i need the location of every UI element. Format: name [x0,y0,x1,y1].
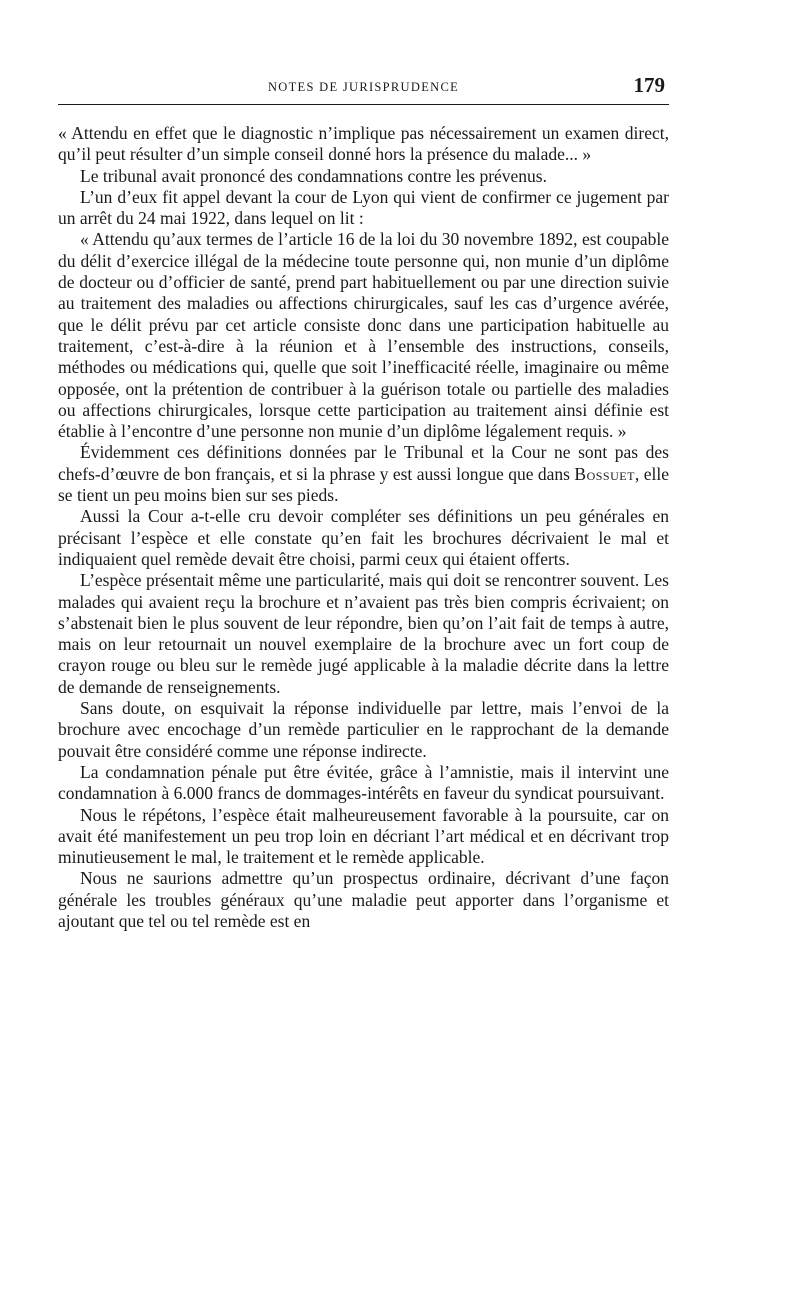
paragraph-tribunal: Le tribunal avait prononcé des condamnations contre les prévenus. [80,165,547,186]
paragraph-repeat: Nous le répétons, l’espèce était malheureusement favorable à la poursuite, car on avait été manifestement un peu trop loin en décriant l’art médical et en décrivant trop minutieusement le mal, le traitement et le remède applicable. [58,804,669,868]
paragraph-condemnation: La condamnation pénale put être évitée, grâce à l’amnistie, mais il intervint une condamnation à 6.000 francs de dommages-intérêts en faveur du syndicat poursuivant. [58,761,669,804]
author-name: Bossuet [574,463,635,484]
body-text [58,123,669,932]
paragraph-indirect-reply: Sans doute, on esquivait la réponse individuelle par lettre, mais l’envoi de la brochure avec encochage d’un remède particulier en le rapprochant de la demande pouvait être considéré comme une réponse indirecte. [58,698,669,761]
paragraph-particularity: L’espèce présentait même une particularité, mais qui doit se rencontrer souvent. Les malades qui avaient reçu la brochure et n’avaient pas très bien compris écrivaient; on s’abstenait bien le plus souvent de leur répondre, bien qu’on l’ait fait de temps à autre, mais on leur retournait un nouvel exemplaire de la brochure avec un fort coup de crayon rouge ou bleu sur le remède jugé applicable à la maladie décrite dans la lettre de demande de renseignements. [58,570,669,697]
paragraph-definitions-start: Évidemment ces définitions données par le Tribunal et la Cour ne sont pas des chefs-d’œuvre de bon français, et si la phrase y est aussi longue que dans [58,442,669,484]
paragraph-quote-diagnostic: « Attendu en effet que le diagnostic n’implique pas nécessairement un examen direct, qu’il peut résulter d’un simple conseil donné hors la présence du malade... » [58,123,669,165]
paragraph-court-details: Aussi la Cour a-t-elle cru devoir compléter ses définitions un peu générales en précisant l’espèce et elle constate qu’en fait les brochures décrivaient le mal et indiquaient quel remède devait être choisi, parmi ceux qui étaient offerts. [58,506,669,569]
paragraph-prospectus: Nous ne saurions admettre qu’un prospectus ordinaire, décrivant d’une façon générale les troubles généraux qu’une maladie peut apporter dans l’organisme et ajoutant que tel ou tel remède est en [58,868,669,931]
paragraph-definitions-end: , elle se tient un peu moins bien sur ses pieds. [58,463,669,506]
book-page [58,0,669,1301]
paragraph-quote-article-16: « Attendu qu’aux termes de l’article 16 de la loi du 30 novembre 1892, est coupable du délit d’exercice illégal de la médecine toute personne qui, non munie d’un diplôme de docteur ou d’officier de santé, prend part habituellement ou par une direction suivie au traitement des maladies ou affections chirurgicales, sauf les cas d’urgence avérée, que le délit prévu par cet article consiste donc dans une participation habituelle au traitement, c’est-à-dire à la réunion et à l’ensemble des instructions, conseils, méthodes ou médications qui, quelle que soit l’inefficacité réelle, imaginaire ou même opposée, ont la prétention de contribuer à la guérison totale ou partielle des maladies ou affections chirurgicales, lorsque cette participation au traitement ainsi définie est établie à l’encontre d’une personne non munie d’un diplôme légalement requis. » [58,229,669,442]
page-number: 179 [633,73,665,97]
running-title: NOTES DE JURISPRUDENCE [267,80,460,94]
paragraph-definitions [58,442,669,506]
header-rule [58,104,669,105]
paragraph-appeal: L’un d’eux fit appel devant la cour de Lyon qui vient de confirmer ce jugement par un arrêt du 24 mai 1922, dans lequel on lit : [58,186,669,229]
page-header [58,70,669,106]
